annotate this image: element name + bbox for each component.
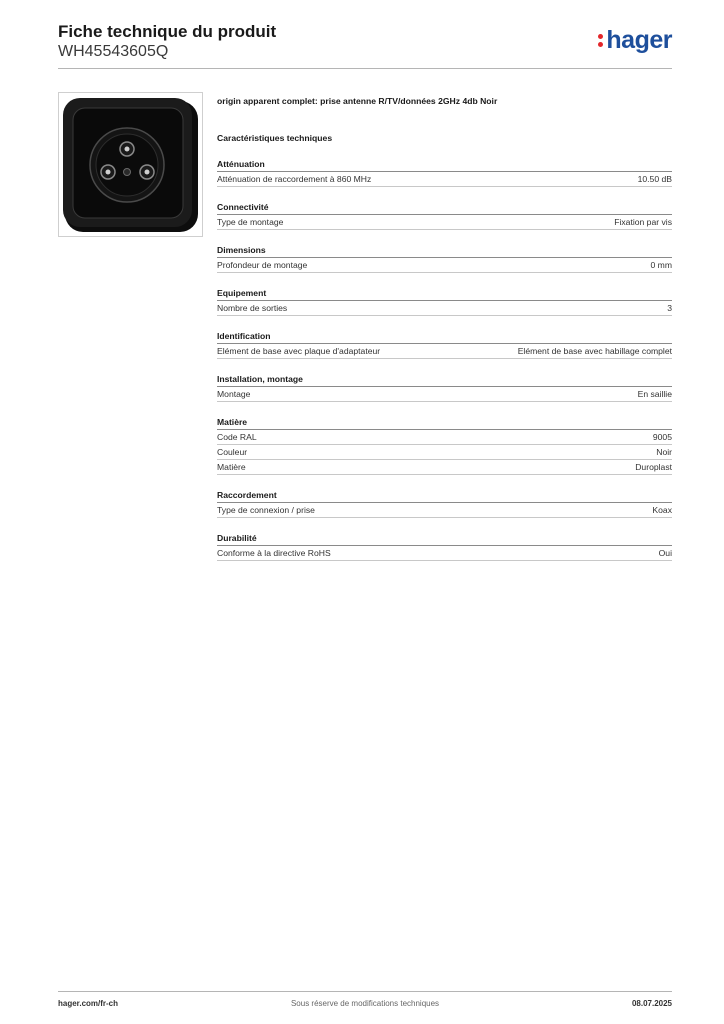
spec-row [217,546,672,561]
spec-value: En saillie [637,389,672,399]
spec-group [217,202,672,230]
specs-heading: Caractéristiques techniques [217,133,333,143]
spec-group-title: Equipement [217,288,672,301]
spec-group [217,245,672,273]
product-description: origin apparent complet: prise antenne R/TV/données 2GHz 4db Noir [217,96,498,106]
spec-row [217,387,672,402]
spec-group [217,288,672,316]
spec-value: 3 [667,303,672,313]
spec-label: Nombre de sorties [217,303,288,313]
spec-value: Duroplast [635,462,672,472]
antenna-socket-image [58,92,203,237]
spec-group-title: Dimensions [217,245,672,258]
spec-value: 9005 [652,432,672,442]
product-details [217,95,672,561]
product-reference: WH45543605Q [58,43,169,60]
footer-divider [58,991,672,992]
spec-row [217,215,672,230]
spec-group [217,417,672,475]
spec-label: Code RAL [217,432,257,442]
spec-label: Conforme à la directive RoHS [217,548,331,558]
logo-dots-icon [598,28,604,48]
hager-logo [598,26,672,55]
spec-group-title: Connectivité [217,202,672,215]
spec-label: Type de montage [217,217,284,227]
spec-group [217,159,672,187]
spec-group [217,490,672,518]
spec-groups [217,159,672,561]
spec-group-title: Matière [217,417,672,430]
spec-group [217,533,672,561]
header-divider [58,68,672,69]
footer-notice: Sous réserve de modifications techniques [290,999,440,1008]
spec-label: Couleur [217,447,248,457]
spec-row [217,445,672,460]
spec-label: Montage [217,389,251,399]
spec-row [217,430,672,445]
spec-row [217,172,672,187]
spec-row [217,258,672,273]
spec-group-title: Installation, montage [217,374,672,387]
spec-row [217,344,672,359]
spec-group-title: Durabilité [217,533,672,546]
spec-label: Profondeur de montage [217,260,308,270]
spec-label: Type de connexion / prise [217,505,315,515]
document-title: Fiche technique du produit [58,22,277,41]
spec-value: Fixation par vis [614,217,672,227]
spec-value: Koax [652,505,672,515]
spec-group [217,374,672,402]
antenna-socket-icon [59,93,202,236]
footer-website: hager.com/fr-ch [58,999,119,1008]
logo-text: hager [606,26,672,54]
spec-label: Matière [217,462,246,472]
spec-value: Elément de base avec habillage complet [517,346,672,356]
spec-group-title: Raccordement [217,490,672,503]
spec-row [217,460,672,475]
spec-label: Atténuation de raccordement à 860 MHz [217,174,372,184]
page-header [58,22,672,61]
spec-value: Oui [658,548,672,558]
spec-group-title: Identification [217,331,672,344]
footer-date: 08.07.2025 [631,999,672,1008]
spec-value: Noir [656,447,672,457]
spec-row [217,503,672,518]
spec-group-title: Atténuation [217,159,672,172]
spec-group [217,331,672,359]
spec-label: Elément de base avec plaque d'adaptateur [217,346,381,356]
spec-value: 0 mm [650,260,672,270]
spec-row [217,301,672,316]
spec-value: 10.50 dB [637,174,672,184]
